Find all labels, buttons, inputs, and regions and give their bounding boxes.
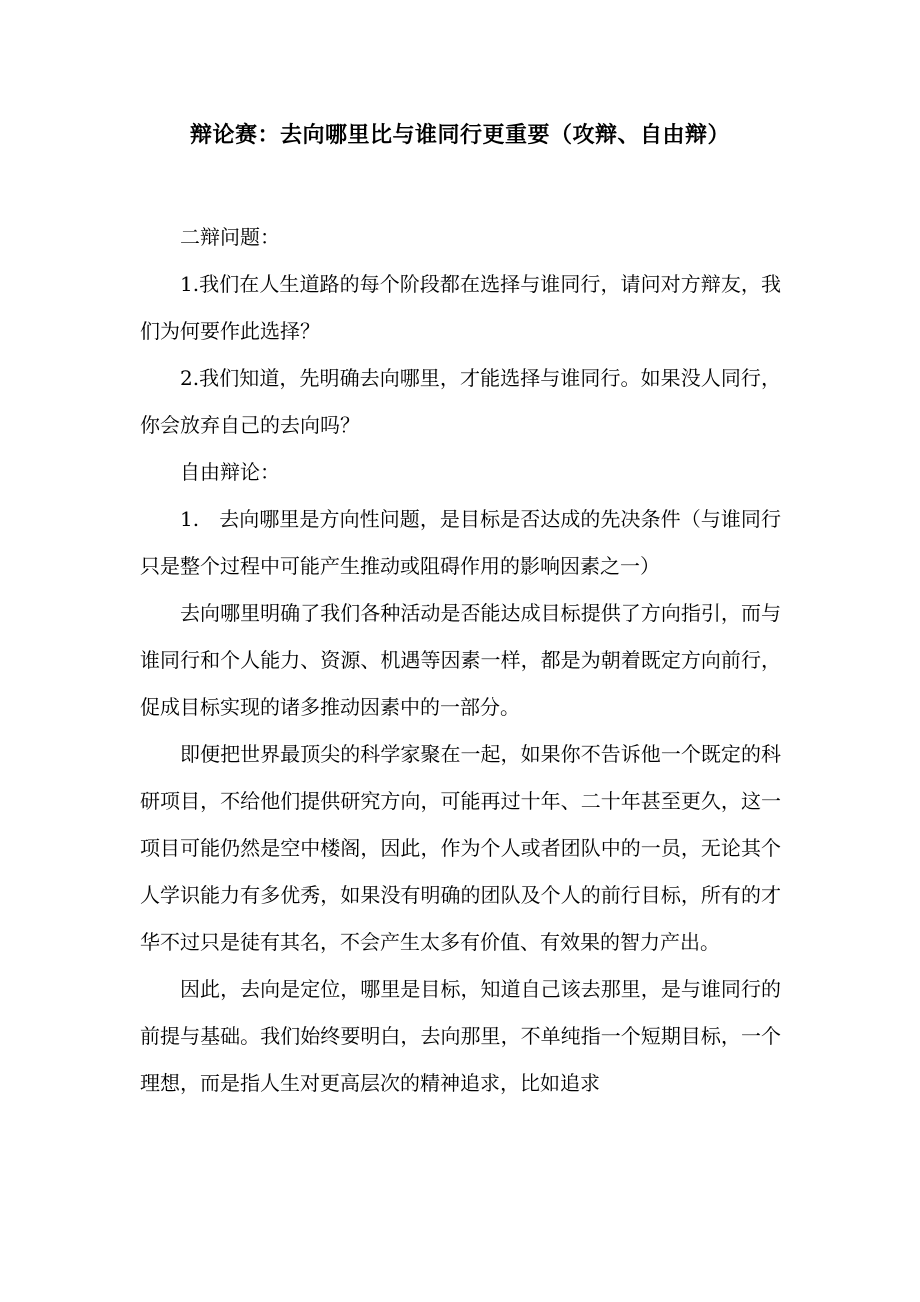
paragraph-scientists-example: 即便把世界最顶尖的科学家聚在一起，如果你不告诉他一个既定的科研项目，不给他们提供研究方向，可能再过十年、二十年甚至更久，这一项目可能仍然是空中楼阁，因此，作为个人或者团队中的一员，无论其个人学识能力有多优秀，如果没有明确的团队及个人的前行目标，所有的才华不过只是徒有其名，不会产生太多有价值、有效果的智力产出。 [140, 742, 781, 954]
document-title: 辩论赛：去向哪里比与谁同行更重要（攻辩、自由辩） [189, 122, 730, 148]
paragraph-question-2: 2.我们知道，先明确去向哪里，才能选择与谁同行。如果没人同行，你会放弃自己的去向吗？ [140, 366, 781, 437]
paragraph-second-debater-heading: 二辩问题： [180, 225, 280, 249]
document-body [140, 214, 781, 1107]
paragraph-conclusion: 因此，去向是定位，哪里是目标，知道自己该去那里，是与谁同行的前提与基础。我们始终要明白，去向那里，不单纯指一个短期目标，一个理想，而是指人生对更高层次的精神追求，比如追求 [140, 977, 781, 1095]
paragraph-direction-guidance: 去向哪里明确了我们各种活动是否能达成目标提供了方向指引，而与谁同行和个人能力、资源、机遇等因素一样，都是为朝着既定方向前行，促成目标实现的诸多推动因素中的一部分。 [140, 601, 781, 719]
paragraph-point-1: 1. 去向哪里是方向性问题，是目标是否达成的先决条件（与谁同行只是整个过程中可能产生推动或阻碍作用的影响因素之一） [140, 507, 781, 578]
paragraph-free-debate-heading: 自由辩论： [180, 460, 280, 484]
paragraph-question-1: 1.我们在人生道路的每个阶段都在选择与谁同行，请问对方辩友，我们为何要作此选择？ [140, 272, 781, 343]
